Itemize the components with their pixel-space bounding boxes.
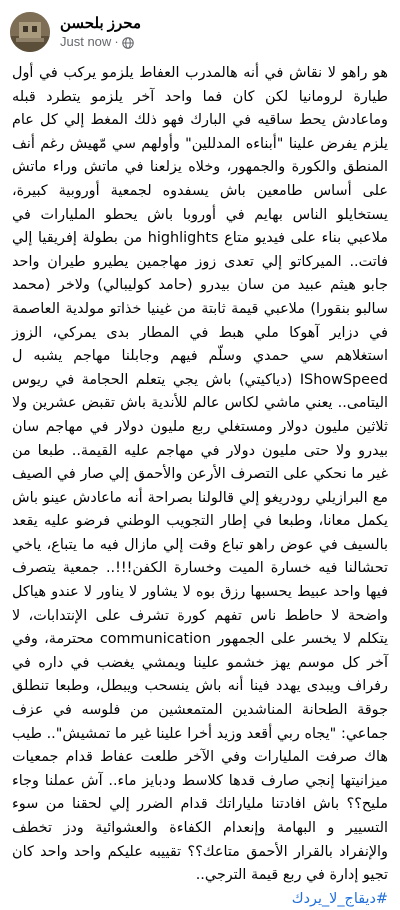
- hashtag-link[interactable]: #ديقاج_لا_يردك: [291, 890, 388, 907]
- author-block: [60, 14, 141, 50]
- post-meta: [60, 33, 141, 50]
- post-paragraph: هو راهو لا نقاش في أنه هالمدرب العفاط يلزمو يركب في أول طيارة لرومانيا لكن كان فما واحد آخر يلزمو يتطرد قبله وماعادش يحط ساقيه في البارك فهو ذلك المغط إلي كل عام يلزم يفرض علينا "أبناءه المدللين" وأولهم سي مّهيش رغم أنف المنطق والكورة والجمهور، وخلاه يزلعنا في ماتش وراء ماتش على أساس طامعين باش يسفدوه لجمعية أوروبية كبيرة، يستخايلو الناس بهايم في أوروبا باش يحطو المليارات في ملاعبي بناء على فيديو متاع highlights من بطولة إفريقيا إلي فاتت.. الميركاتو إلي تعدى زوز مهاجمين يطيرو طيران واحد جابو هيثم عبيد من سان بيدرو (حامد كوليبالي) ولاخر (محمد سالبو بنقورا) ملاعبي قيمة ثابتة من غينيا خذاتو مولدية العاصمة في دزاير آهوكا ملي هبط في المطار بدى يمركي، الزوز استغلاهم سي حمدي وسلّم فيهم وجابلنا مهاجم يشبه ل IShowSpeed (دياكيتي) باش يجي يتعلم الحجامة في ريوس اليتامى.. يعني ماشي لكاس عالم للأندية باش تقبض عشرين ولا ثلاثين مليون دولار ومستغلي ربع مليون دولار في مهاجم سان بيدرو ولا حتى مليون دولار في مهاجم عليه القيمة.. طبعا من غير ما نحكي على التصرف الأرعن والأحمق إلي صار في الصيف مع البرازيلي رودريغو إلي قالولنا بصراحة أنه ماعادش عينو باش يكمل معانا، وطبعا في إطار التجويب الوطني فرضو عليه يقعد بالسيف في عوض راهو تباع وقت إلي مازال فيه ما يتباع، ياخي تحشالنا فيه خسارة الميت وخسارة الكفن!!!.. جمعية يتصرف فيها واحد عبيط يحسبها رزق بوه لا يشاور لا يناور لا عندو هياكل واضحة لا حاطط ناس تفهم كورة تشرف على الإنتدابات، لا يتكلم لا يخسر على الجمهور communication محترمة، وفي آخر كل موسم يهز خشمو علينا ويمشي يغضب في داره في رفراف ويبدى يهدد فينا أنه باش ينسحب ويبطل، وطبعا تنطلق جوقة الطحانة المناشدين المتمعشين من فلوسه في عزف جماعي: "يجاه ربي أقعد وزيد أخرا علينا غير ما تمشيش".. طيب هاك صرفت المليارات وفي الآخر طلعت عفاط قدام جمعيات ميزانيتها إنجي صارف قدها كلاسط ودبايز ماء.. آش عملنا وجاء مليح؟؟ باش افادتنا ملياراتك قدام الضرر إلي لحقنا من سوء التسيير و البهامة وإنعدام الكفاءة والعشوائية ودز تخطف والإنفراد بالقرار الأحمق متاعك؟؟ تقييبه عليكم واحد واحد كان تجيو إدارة في ربع قيمة الترجي..: [12, 65, 388, 884]
- post-text: [10, 62, 390, 888]
- post-header: [10, 6, 390, 58]
- globe-icon[interactable]: [122, 36, 134, 48]
- author-name[interactable]: محرز بلحسن: [60, 15, 142, 32]
- meta-separator: ·: [114, 34, 119, 49]
- avatar-image: [10, 12, 50, 52]
- avatar[interactable]: [10, 12, 50, 52]
- post-timestamp[interactable]: Just now: [60, 34, 112, 49]
